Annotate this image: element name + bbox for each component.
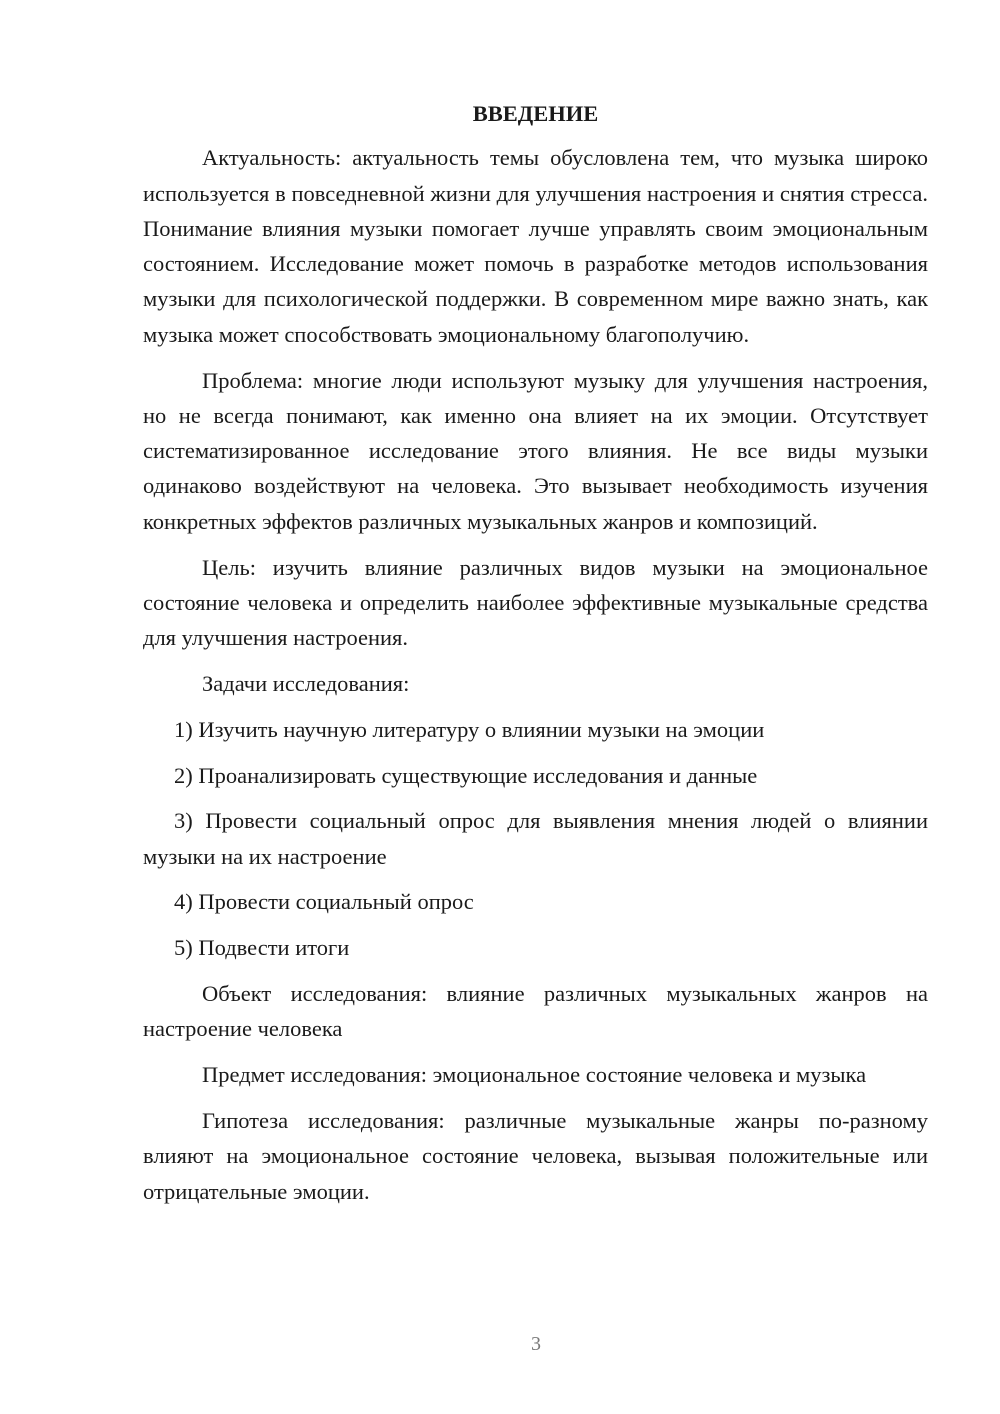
page-content [143,96,928,1219]
paragraph-relevance: Актуальность: актуальность темы обусловлена тем, что музыка широко используется в повседневной жизни для улучшения настроения и снятия стресса. Понимание влияния музыки помогает лучше управлять своим эмоциональным состоянием. Исследование может помочь в разработке методов использования музыки для психологической поддержки. В современном мире важно знать, как музыка может способствовать эмоциональному благополучию. [143,145,928,347]
task-item-2: 2) Проанализировать существующие исследования и данные [174,762,758,788]
paragraph-subject: Предмет исследования: эмоциональное состояние человека и музыка [202,1062,867,1088]
paragraph-hypothesis: Гипотеза исследования: различные музыкальные жанры по-разному влияют на эмоциональное состояние человека, вызывая положительные или отрицательные эмоции. [143,1107,928,1204]
paragraph-goal: Цель: изучить влияние различных видов музыки на эмоциональное состояние человека и определить наиболее эффективные музыкальные средства для улучшения настроения. [143,554,928,651]
page-title: ВВЕДЕНИЕ [472,101,599,126]
task-item-4: 4) Провести социальный опрос [174,889,474,915]
paragraph-object: Объект исследования: влияние различных музыкальных жанров на настроение человека [143,981,928,1042]
task-item-3: 3) Провести социальный опрос для выявления мнения людей о влиянии музыки на их настроение [143,808,928,869]
task-item-1: 1) Изучить научную литературу о влиянии музыки на эмоции [174,716,765,742]
task-item-5: 5) Подвести итоги [174,935,350,961]
page-number: 3 [531,1333,541,1355]
paragraph-problem: Проблема: многие люди используют музыку для улучшения настроения, но не всегда понимают, как именно она влияет на их эмоции. Отсутствует систематизированное исследование этого влияния. Не все виды музыки одинаково воздействуют на человека. Это вызывает необходимость изучения конкретных эффектов различных музыкальных жанров и композиций. [143,367,928,534]
tasks-label: Задачи исследования: [202,670,410,696]
